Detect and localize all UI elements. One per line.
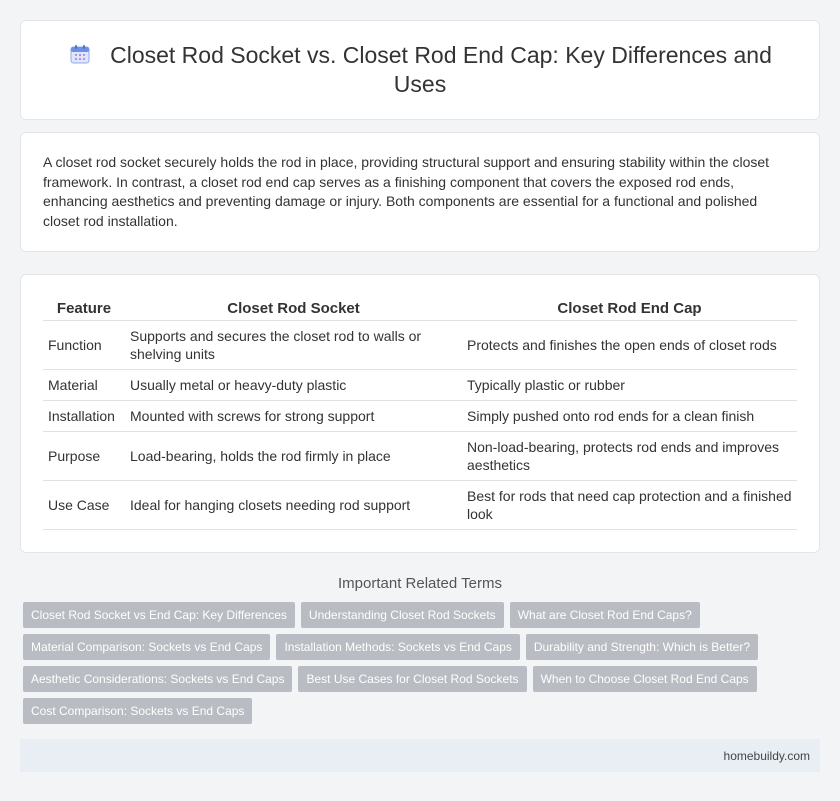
table-cell: Protects and finishes the open ends of closet rods bbox=[462, 321, 797, 370]
related-terms-title: Important Related Terms bbox=[338, 575, 502, 592]
table-cell: Usually metal or heavy-duty plastic bbox=[125, 370, 462, 401]
table-cell: Material bbox=[43, 370, 125, 401]
table-header-row bbox=[43, 295, 797, 321]
table-cell: Ideal for hanging closets needing rod support bbox=[125, 481, 462, 530]
table-row bbox=[43, 401, 797, 432]
footer bbox=[20, 739, 820, 772]
column-header: Closet Rod Socket bbox=[125, 295, 462, 321]
column-header: Feature bbox=[43, 295, 125, 321]
related-term-link[interactable]: Best Use Cases for Closet Rod Sockets bbox=[298, 666, 526, 692]
table-row bbox=[43, 432, 797, 481]
table-cell: Load-bearing, holds the rod firmly in place bbox=[125, 432, 462, 481]
related-term-link[interactable]: Durability and Strength: Which is Better? bbox=[526, 634, 758, 660]
intro-text: A closet rod socket securely holds the rod in place, providing structural support and ensuring stability within the closet framework. In contrast, a closet rod end cap serves as a finishing component that covers the exposed rod ends, enhancing aesthetics and preventing damage or injury. Both components are essential for a functional and polished closet rod installation. bbox=[43, 154, 770, 229]
calendar-icon bbox=[68, 42, 92, 66]
related-term-link[interactable]: Aesthetic Considerations: Sockets vs End Caps bbox=[23, 666, 292, 692]
table-cell: Best for rods that need cap protection and a finished look bbox=[462, 481, 797, 530]
table-row bbox=[43, 481, 797, 530]
table-cell: Mounted with screws for strong support bbox=[125, 401, 462, 432]
comparison-table bbox=[43, 295, 797, 530]
footer-site-link[interactable]: homebuildy.com bbox=[723, 748, 810, 763]
comparison-table-card bbox=[20, 274, 820, 553]
related-term-link[interactable]: Understanding Closet Rod Sockets bbox=[301, 602, 504, 628]
table-cell: Installation bbox=[43, 401, 125, 432]
table-cell: Simply pushed onto rod ends for a clean finish bbox=[462, 401, 797, 432]
table-cell: Purpose bbox=[43, 432, 125, 481]
table-cell: Use Case bbox=[43, 481, 125, 530]
related-terms-list bbox=[0, 602, 840, 724]
related-term-link[interactable]: Cost Comparison: Sockets vs End Caps bbox=[23, 698, 252, 724]
page-title bbox=[61, 41, 779, 99]
related-term-link[interactable]: What are Closet Rod End Caps? bbox=[510, 602, 700, 628]
related-term-link[interactable]: Installation Methods: Sockets vs End Caps bbox=[276, 634, 519, 660]
column-header: Closet Rod End Cap bbox=[462, 295, 797, 321]
related-term-link[interactable]: When to Choose Closet Rod End Caps bbox=[533, 666, 757, 692]
page-title-text: Closet Rod Socket vs. Closet Rod End Cap: Key Differences and Uses bbox=[110, 42, 772, 97]
table-cell: Function bbox=[43, 321, 125, 370]
table-cell: Supports and secures the closet rod to walls or shelving units bbox=[125, 321, 462, 370]
intro-card bbox=[20, 132, 820, 252]
table-row bbox=[43, 321, 797, 370]
header-card bbox=[20, 20, 820, 120]
related-term-link[interactable]: Material Comparison: Sockets vs End Caps bbox=[23, 634, 270, 660]
table-cell: Typically plastic or rubber bbox=[462, 370, 797, 401]
related-terms-section bbox=[0, 575, 840, 724]
related-term-link[interactable]: Closet Rod Socket vs End Cap: Key Differences bbox=[23, 602, 295, 628]
table-row bbox=[43, 370, 797, 401]
table-cell: Non-load-bearing, protects rod ends and improves aesthetics bbox=[462, 432, 797, 481]
